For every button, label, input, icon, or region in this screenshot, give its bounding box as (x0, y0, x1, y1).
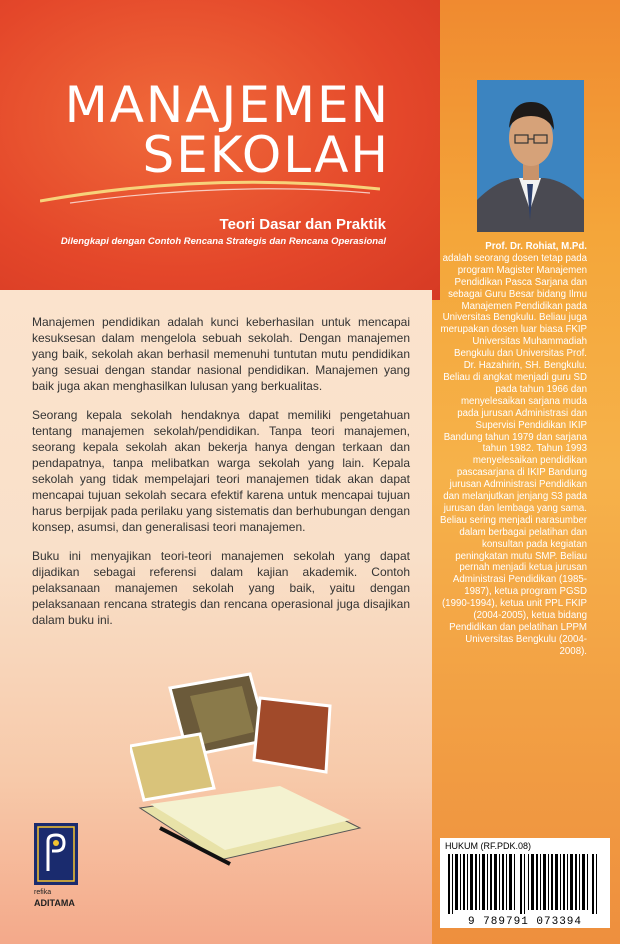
title-line-2: SEKOLAH (142, 126, 390, 184)
barcode-bars (440, 854, 610, 916)
isbn-barcode (440, 838, 610, 928)
publisher-name: ADITAMA (34, 898, 75, 908)
publisher-name-small: refika (34, 889, 52, 896)
author-bio-paragraph-2: Beliau di angkat menjadi guru SD pada tahun 1966 dan menyelesaikan sarjana muda pada jurusan Administrasi dan Supervisi Pendidikan IKIP Bandung tahun 1979 dan sarjana tahun 1982. Tahun 1993 menyelesaikan pendidikan pascasarjana di IKIP Bandung jurusan Administrasi Pendidikan dan melanjutkan jenjang S3 pada jurusan dan lembaga yang sama. (443, 371, 587, 514)
book-tagline: Dilengkapi dengan Contoh Rencana Strategis dan Rencana Operasional (60, 236, 386, 247)
description-paragraph-1: Manajemen pendidikan adalah kunci keberhasilan untuk mencapai kesuksesan dalam mengelola sebuah sekolah. Dengan manajemen yang baik, sekolah akan berhasil memenuhi tuntutan mutu pendidikan yang sesuai dengan standar nasional pendidikan. Manajemen yang baik juga akan menghasilkan lulusan yang berkualitas. (32, 315, 410, 393)
author-biography (440, 241, 587, 658)
publisher-logo (34, 823, 78, 913)
books-and-pen-illustration (130, 668, 370, 868)
description-paragraph-2: Seorang kepala sekolah hendaknya dapat memiliki pengetahuan tentang manajemen sekolah/pendidikan. Tanpa teori manajemen, seorang kepala sekolah akan bekerja hanya dengan terkaan dan pendapatnya, tanpa melibatkan warga sekolah yang lain. Kepala sekolah yang tidak mempelajari teori manajemen tidak akan dapat mencapai tujuan sekolah secara efektif karena untuk mencapai tujuan harus berpijak pada perilaku yang sistematis dan berhubungan dengan konsep, asumsi, dan generalisasi teori manajemen. (32, 408, 410, 534)
title-swoosh-decoration (40, 175, 380, 205)
author-photo (477, 80, 584, 232)
book-subtitle: Teori Dasar dan Praktik (219, 216, 386, 233)
barcode-label: HUKUM (RF.PDK.08) (445, 841, 532, 851)
author-name: Prof. Dr. Rohiat, M.Pd. (485, 241, 587, 252)
book-description (32, 314, 410, 641)
publisher-logo-mark (34, 823, 78, 885)
title-line-1: MANAJEMEN (64, 76, 390, 134)
author-bio-paragraph-3: Beliau sering menjadi narasumber dalam berbagai pelatihan dan konsultan pada kegiatan peningkatan mutu SMP. Beliau pernah menjadi ketua jurusan Administrasi Pendidikan (1985-1987), ketua program PGSD (1990-1994), ketua unit PPL FKIP (2004-2005), ketua bidang Pendidikan dan pelatihan LPPM Universitas Bengkulu (2004-2008). (440, 514, 588, 657)
author-bio-paragraph-1: adalah seorang dosen tetap pada program Magister Manajemen Pendidikan Pasca Sarjana dan sebagai Guru Besar bidang Ilmu Manajemen Pendidikan pada Universitas Bengkulu. Beliau juga merupakan dosen luar biasa FKIP Universitas Muhammadiah Bengkulu dan Universitas Prof. Dr. Hazahirin, SH. Bengkulu. (440, 252, 587, 372)
isbn-digits: 9 789791 073394 (467, 916, 583, 928)
description-paragraph-3: Buku ini menyajikan teori-teori manajemen sekolah yang dapat dijadikan sebagai referensi dalam kajian akademik. Contoh pelaksanaan manajemen sekolah yang baik, yaitu dengan pelaksanaan rencana strategis dan rencana operasional juga disajikan dalam buku ini. (32, 549, 410, 627)
book-title (30, 76, 390, 184)
